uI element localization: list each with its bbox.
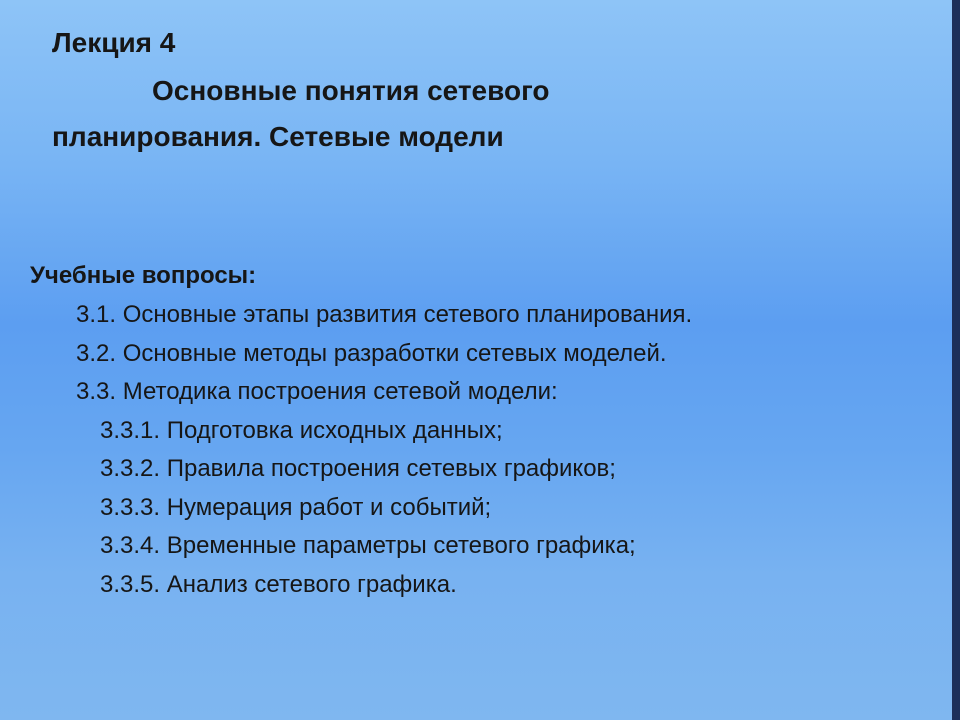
sub-question-item: 3.3.3. Нумерация работ и событий; [100,493,492,521]
title-block [52,24,872,160]
slide-title-line-1: Основные понятия сетевого [152,75,550,106]
sub-question-item: 3.3.5. Анализ сетевого графика. [100,570,457,598]
sub-question-item: 3.3.1. Подготовка исходных данных; [100,416,503,444]
right-border-strip [952,0,960,720]
lecture-label: Лекция 4 [52,27,176,58]
slide-title-line-2: планирования. Сетевые модели [52,121,504,152]
question-item: 3.3. Методика построения сетевой модели: [76,378,558,405]
study-questions [30,258,930,604]
question-item: 3.2. Основные методы разработки сетевых моделей. [76,339,667,367]
questions-list [30,296,930,604]
questions-heading: Учебные вопросы: [30,262,257,289]
question-item: 3.1. Основные этапы развития сетевого планирования. [76,301,693,328]
sub-question-item: 3.3.4. Временные параметры сетевого графика; [100,532,636,559]
sub-question-item: 3.3.2. Правила построения сетевых графиков; [100,455,616,482]
